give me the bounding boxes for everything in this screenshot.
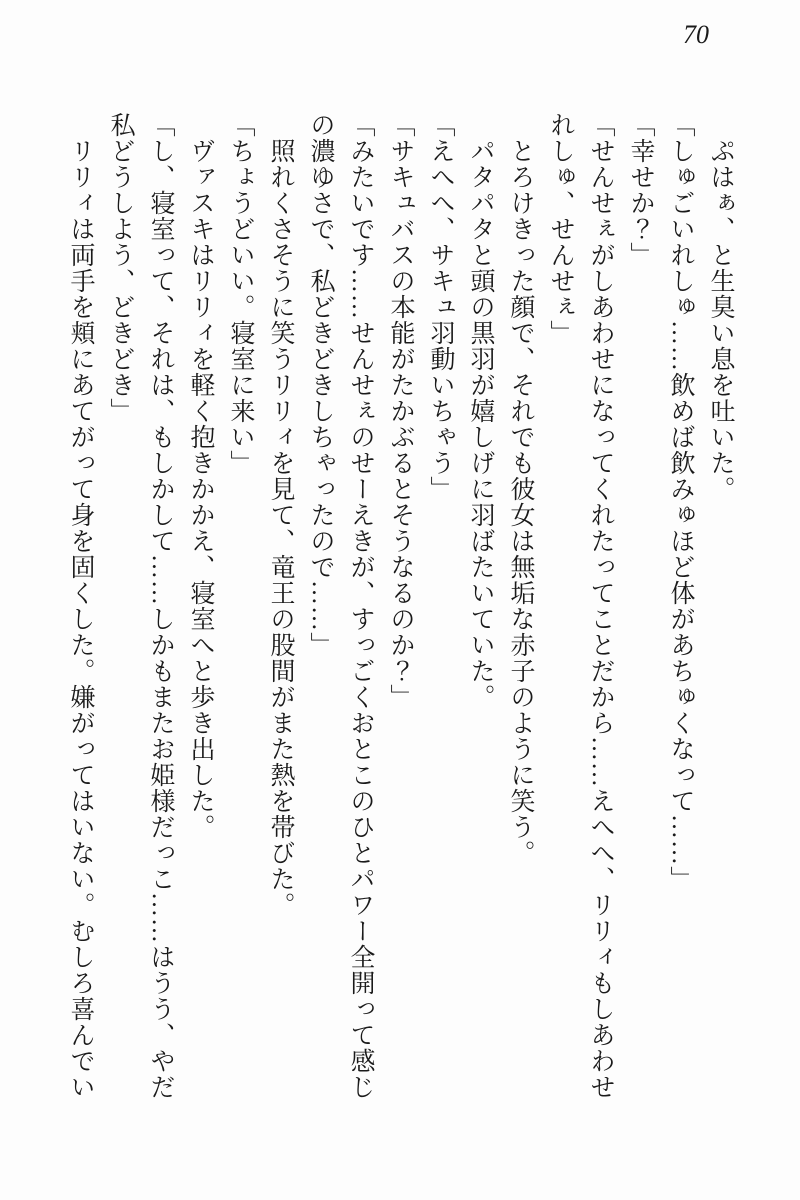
text-line-2: 「しゅごいれしゅ……飲めば飲みゅほど体があちゅくなって……」 [667,112,694,892]
text-line-16: 私どうしよう、どきどき」 [107,112,134,424]
text-line-11: の濃ゆさで、私どきどきしちゃったので……」 [307,112,334,658]
text-line-15: 「し、寝室って、それは、もしかして……しかもまたお姫様だっこ……はうう、やだ [147,112,174,1100]
text-line-1: ぷはぁ、と生臭い息を吐いた。 [707,112,734,502]
text-line-5: れしゅ、せんせぇ」 [547,112,574,346]
text-line-17: リリィは両手を頬にあてがって身を固くした。嫌がってはいない。むしろ喜んでい [67,112,94,1100]
text-line-14: ヴァスキはリリィを軽く抱きかかえ、寝室へと歩き出した。 [187,112,214,840]
text-line-12: 照れくさそうに笑うリリィを見て、竜王の股間がまた熱を帯びた。 [267,112,294,918]
text-line-7: パタパタと頭の黒羽が嬉しげに羽ばたいていた。 [467,112,494,710]
text-line-13: 「ちょうどいい。寝室に来い」 [227,112,254,476]
text-line-10: 「みたいです……せんせぇのせーえきが、すっごくおとこのひとパワー全開って感じ [347,112,374,1100]
text-line-3: 「幸せか？」 [627,112,654,268]
page-number: 70 [683,20,709,49]
text-block [58,112,740,1122]
text-line-8: 「えへへ、サキュ羽動いちゃう」 [427,112,454,502]
text-line-4: 「せんせぇがしあわせになってくれたってことだから……えへへ、リリィもしあわせ [587,112,614,1100]
text-line-6: とろけきった顔で、それでも彼女は無垢な赤子のように笑う。 [507,112,534,866]
text-line-9: 「サキュバスの本能がたかぶるとそうなるのか？」 [387,112,414,710]
